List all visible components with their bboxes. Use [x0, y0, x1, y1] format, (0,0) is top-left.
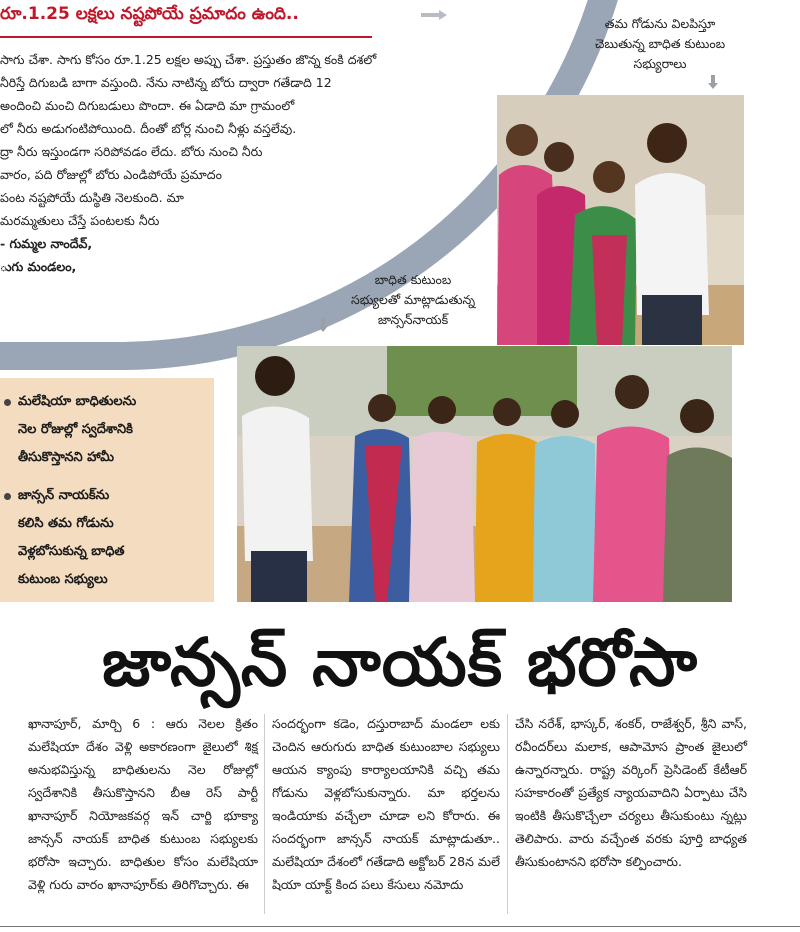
- article-column-2: సందర్భంగా కడెం, దస్తురాబాద్ మండలా లకు చెందిన ఆరుగురు బాధిత కుటుంబాల సభ్యులు ఆయన క్యాంపు కార్యాలయానికి వచ్చి తమ గోడును వెళ్లబోసుకున్నారు. మా భర్తలను ఇండియాకు వచ్చేలా చూడా లని కోరారు. ఈ సందర్భంగా జాన్సన్ నాయక్ మాట్లాడుతూ.. మలేషియా దేశంలో గతేడాది అక్టోబర్ 28న మలే షియా యాక్ట్ కింద పలు కేసులు నమోదు: [272, 716, 500, 892]
- arrow-down-icon: [708, 75, 718, 89]
- highlight-line: కలిసి తమ గోడును: [18, 516, 114, 531]
- quote-line: ద్రా నీరు ఇస్తుండగా సరిపోవడం లేదు. బోరు నుంచి నీరు: [0, 144, 263, 159]
- column-divider: [264, 714, 265, 914]
- highlight-line: వెళ్లబోసుకున్న బాధిత: [18, 544, 125, 559]
- highlight-line: తీసుకొస్తానని హామీ: [18, 450, 115, 465]
- quote-heading: రూ.1.25 లక్షలు నష్టపోయే ప్రమాదం ఉంది..: [0, 4, 299, 24]
- quote-line: లో నీరు అడుగంటిపోయింది. దీంతో బోర్ల నుంచి నీళ్లు వస్తలేవు.: [0, 121, 297, 136]
- article-column-3: చేసి నరేశ్, భాస్కర్, శంకర్, రాజేశ్వర్, శ్రీని వాస్, రవీందర్‌లు మలాక, ఆపామోస ప్రాంత జైలులో ఉన్నారన్నారు. రాష్ట్ర వర్కింగ్ ప్రెసిడెంట్ కేటీఆర్ సహకారంతో ప్రత్యేక న్యాయవాదిని ఏర్పాటు చేసి ఇంటికి తీసుకొచ్చేలా చర్యలు తీసుకుంటు న్నట్లు తెలిపారు. వారు వచ్చేంత వరకు పూర్తి బాధ్యత తీసుకుంటానని భరోసా కల్పించారు.: [515, 716, 747, 869]
- highlights-box: [0, 378, 214, 602]
- quote-line: మరమ్మతులు చేస్తే పంటలకు నీరు: [0, 213, 160, 228]
- bottom-rule: [0, 926, 800, 927]
- quote-place: ుగు మండలం,: [0, 259, 77, 274]
- caption-line: తమ గోడును విలపిస్తూ: [604, 16, 716, 31]
- highlight-line: మలేషియా బాధితులను: [18, 394, 137, 409]
- caption-line: సభ్యురాలు: [633, 56, 687, 71]
- quote-line: వారం, పది రోజుల్లో బోరు ఎండిపోయే ప్రమాదం: [0, 167, 222, 182]
- highlight-line: నెల రోజుల్లో స్వదేశానికి: [18, 422, 133, 437]
- caption-line: చెబుతున్న బాధిత కుటుంబ: [594, 36, 726, 51]
- caption-line: బాధిత కుటుంబ: [374, 272, 452, 287]
- caption-line: సభ్యులతో మాట్లాడుతున్న: [350, 292, 476, 307]
- photo1-caption: [560, 14, 760, 74]
- article-column-1: ఖానాపూర్, మార్చి 6 : ఆరు నెలల క్రితం మలేషియా దేశం వెళ్లి అకారణంగా జైలులో శిక్ష అనుభవిస్తున్న బాధితులను నెల రోజుల్లో స్వదేశానికి తీసుకొస్తానని బీఆ రెస్ పార్టీ ఖానాపూర్ నియోజకవర్గ ఇన్ చార్జి భూక్యా జాన్సన్ నాయక్ బాధిత కుటుంబ సభ్యులకు భరోసా ఇచ్చారు. బాధితుల కోసం మలేషియా వెళ్లి గురు వారం ఖానాపూర్‌కు తిరిగొచ్చారు. ఈ: [28, 716, 258, 892]
- highlight-line: కుటుంబ సభ్యులు: [18, 572, 108, 587]
- photo-grieving-family: [497, 95, 744, 345]
- headline: జాన్సన్ నాయక్ భరోసా: [101, 624, 699, 701]
- photo-meeting-families: [237, 346, 732, 602]
- photo2-caption: [318, 270, 508, 330]
- quote-author: - గుమ్మల నాందేవ్,: [0, 236, 93, 251]
- quote-heading-underline: [0, 36, 372, 38]
- bullet-icon: [4, 399, 11, 406]
- quote-line: నీరిస్తే దిగుబడి బాగా వస్తుంది. నేను నాటిన్న బోరు ద్వారా గతేడాది 12: [0, 75, 332, 90]
- column-divider: [507, 714, 508, 914]
- quote-line: అందించి మంచి దిగుబడులు పొందా. ఈ ఏడాది మా గ్రామంలో: [0, 98, 295, 113]
- quote-line: సాగు చేశా. సాగు కోసం రూ.1.25 లక్షల అప్పు చేశా. ప్రస్తుతం జొన్న కంకి దశలో: [0, 52, 377, 67]
- bullet-icon: [4, 493, 11, 500]
- quote-line: పంట నష్టపోయే దుస్థితి నెలకుంది. మా: [0, 190, 184, 205]
- arrow-down-icon: [318, 318, 328, 332]
- caption-line: జాన్సన్‌నాయక్: [377, 312, 449, 327]
- highlight-item: [18, 482, 214, 594]
- highlight-line: జాన్సన్ నాయక్‌ను: [18, 488, 110, 503]
- arrow-right-icon: [421, 10, 447, 20]
- highlight-item: [18, 388, 214, 472]
